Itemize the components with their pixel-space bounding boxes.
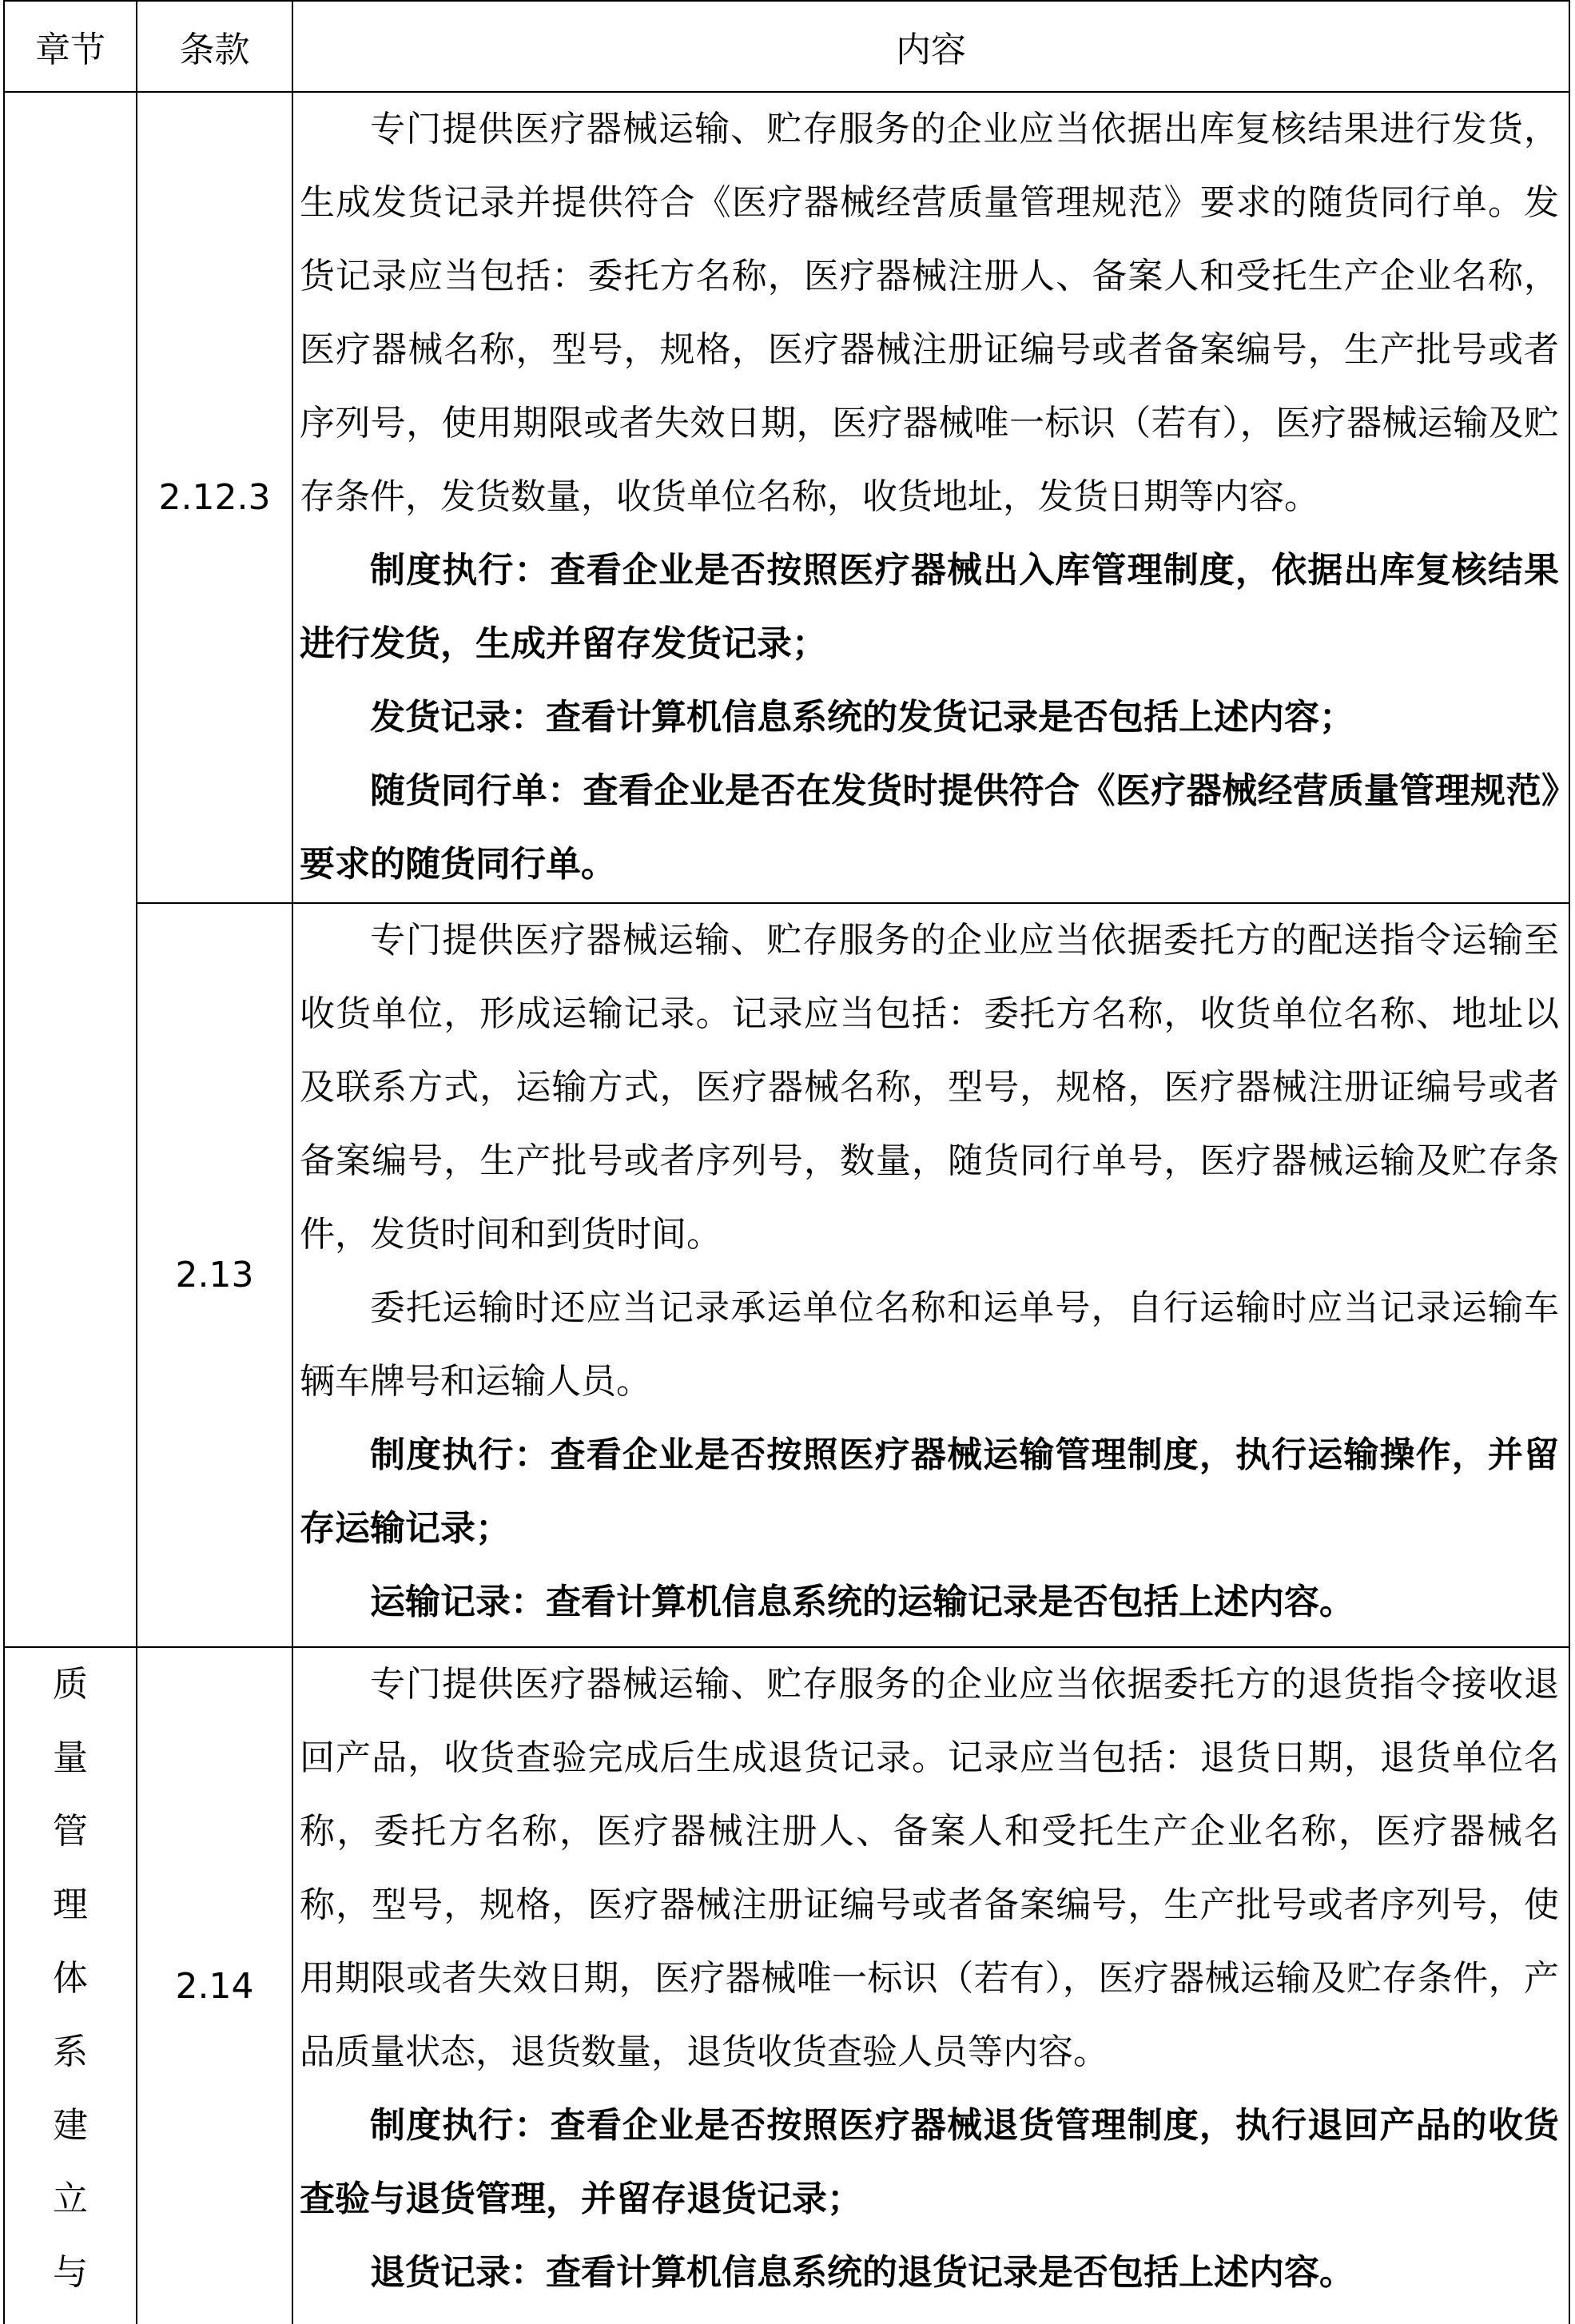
chapter-char: 体 (53, 1958, 88, 1999)
chapter-cell (5, 1648, 136, 2324)
check-label: 制度执行： (370, 1435, 551, 1475)
check-text: 查看企业是否在发货时提供符合《医疗器械经营质量管理规范》要求的随货同行单。 (300, 770, 1559, 885)
check-label: 运输记录： (370, 1582, 546, 1622)
paragraph-text: 专门提供医疗器械运输、贮存服务的企业应当依据委托方的退货指令接收退回产品，收货查验完成后生成退货记录。记录应当包括：退货日期，退货单位名称，委托方名称，医疗器械注册人、备案人和受托生产企业名称，医疗器械名称，型号，规格，医疗器械注册证编号或者备案编号，生产批号或者序列号，使用期限或者失效日期，医疗器械唯一标识（若有），医疗器械运输及贮存条件，产品质量状态，退货数量，退货收货查验人员等内容。 (300, 1664, 1559, 2072)
header-chapter: 章节 (35, 30, 105, 70)
check-label: 发货记录： (370, 697, 546, 738)
table-border-right (1569, 0, 1570, 2324)
check-item (300, 2236, 1559, 2310)
chapter-char: 立 (53, 2179, 88, 2219)
chapter-char: 系 (53, 2032, 88, 2072)
clause-number: 2.14 (175, 1965, 254, 2007)
content-paragraph (300, 1648, 1559, 2089)
content-cell (293, 904, 1569, 1646)
check-text: 查看计算机信息系统的运输记录是否包括上述内容。 (546, 1582, 1354, 1622)
chapter-char: 理 (53, 1884, 88, 1925)
chapter-char: 质 (53, 1664, 88, 1705)
check-item (300, 2089, 1559, 2236)
content-cell (293, 93, 1569, 902)
check-item (300, 1566, 1559, 1639)
header-content: 内容 (896, 30, 966, 70)
header-clause: 条款 (179, 30, 250, 70)
clause-number: 2.12.3 (158, 477, 271, 518)
content-cell (293, 1648, 1569, 2324)
check-text: 查看计算机信息系统的退货记录是否包括上述内容。 (546, 2252, 1354, 2293)
chapter-char: 管 (53, 1811, 88, 1852)
check-item (300, 534, 1559, 681)
paragraph-text: 专门提供医疗器械运输、贮存服务的企业应当依据委托方的配送指令运输至收货单位，形成运输记录。记录应当包括：委托方名称，收货单位名称、地址以及联系方式，运输方式，医疗器械名称，型号，规格，医疗器械注册证编号或者备案编号，生产批号或者序列号，数量，随货同行单号，医疗器械运输及贮存条件，发货时间和到货时间。 (300, 920, 1559, 1255)
check-label: 随货同行单： (370, 770, 583, 811)
check-text: 查看企业是否按照医疗器械退货管理制度，执行退回产品的收货查验与退货管理，并留存退货记录； (300, 2105, 1559, 2219)
content-paragraph (300, 904, 1559, 1271)
paragraph-text: 专门提供医疗器械运输、贮存服务的企业应当依据出库复核结果进行发货，生成发货记录并提供符合《医疗器械经营质量管理规范》要求的随货同行单。发货记录应当包括：委托方名称，医疗器械注册人、备案人和受托生产企业名称，医疗器械名称，型号，规格，医疗器械注册证编号或者备案编号，生产批号或者序列号，使用期限或者失效日期，医疗器械唯一标识（若有），医疗器械运输及贮存条件，发货数量，收货单位名称，收货地址，发货日期等内容。 (300, 109, 1559, 517)
check-item (300, 754, 1559, 901)
check-label: 制度执行： (370, 2105, 551, 2146)
content-paragraph (300, 1271, 1559, 1419)
check-text: 查看企业是否按照医疗器械出入库管理制度，依据出库复核结果进行发货，生成并留存发货记录； (300, 550, 1559, 664)
chapter-char: 量 (53, 1737, 88, 1778)
chapter-char: 建 (53, 2105, 88, 2146)
chapter-char: 与 (53, 2252, 88, 2293)
check-text: 查看企业是否按照医疗器械运输管理制度，执行运输操作，并留存运输记录； (300, 1435, 1559, 1549)
check-item (300, 681, 1559, 754)
clause-number: 2.13 (175, 1255, 254, 1295)
check-text: 查看计算机信息系统的发货记录是否包括上述内容； (546, 697, 1354, 738)
check-label: 制度执行： (370, 550, 551, 591)
check-label: 退货记录： (370, 2252, 546, 2293)
paragraph-text: 委托运输时还应当记录承运单位名称和运单号，自行运输时应当记录运输车辆车牌号和运输人员。 (300, 1287, 1559, 1402)
check-item (300, 1419, 1559, 1566)
content-paragraph (300, 93, 1559, 534)
